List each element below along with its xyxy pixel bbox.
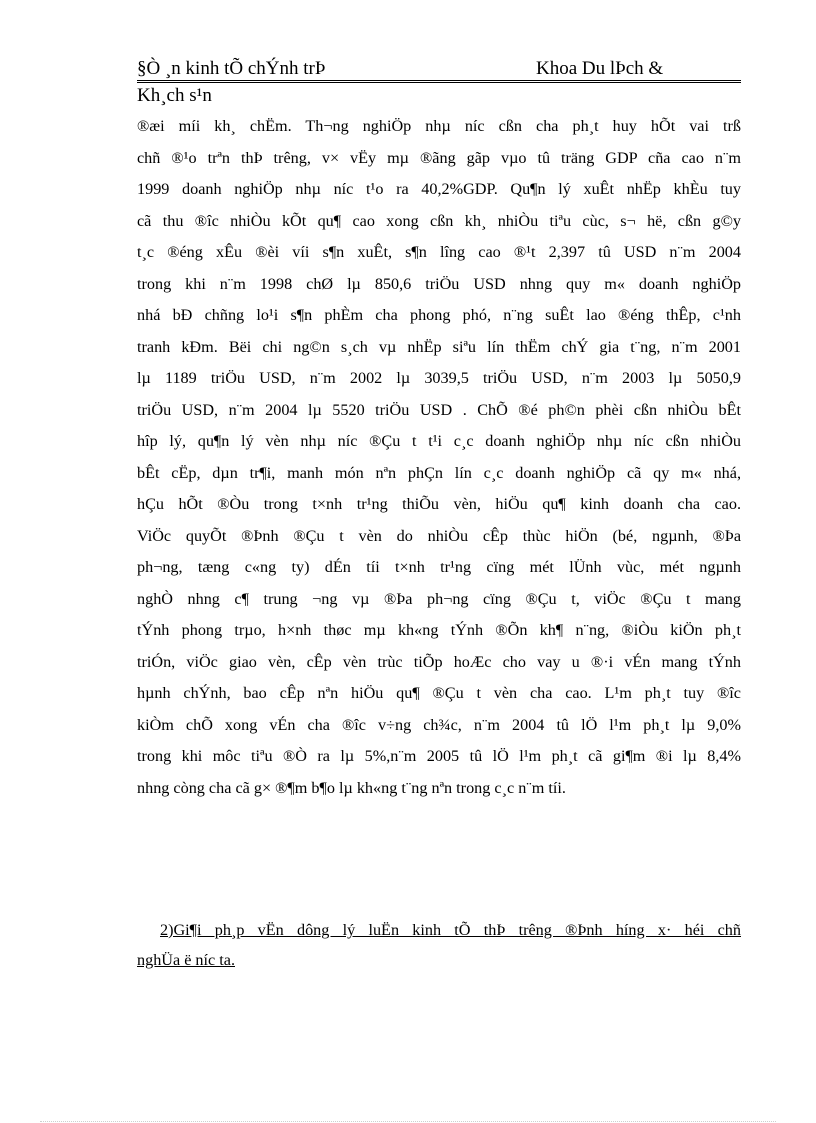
paragraph-line: hîp lý, qu¶n lý vèn nhµ níc ®Çu t t¹i c¸c doanh nghiÖp nhµ níc cßn nhiÒu (137, 432, 741, 450)
paragraph-line: nhá bÐ chñng lo¹i s¶n phÈm cha phong phó, n¨ng suÊt lao ®éng thÊp, c¹nh (137, 306, 741, 324)
paragraph-line: t¸c ®éng xÊu ®èi víi s¶n xuÊt, s¶n lîng cao ®¹t 2,397 tû USD n¨m 2004 (137, 243, 741, 261)
paragraph-line: nghÒ nhng c¶ trung ¬ng vµ ®Þa ph¬ng cïng ®Çu t, viÖc ®Çu t mang (137, 589, 741, 608)
paragraph-line: hµnh chÝnh, bao cÊp nªn hiÖu qu¶ ®Çu t vèn cha cao. L¹m ph¸t tuy ®îc (137, 684, 741, 702)
paragraph-line: lµ 1189 triÖu USD, n¨m 2002 lµ 3039,5 triÖu USD, n¨m 2003 lµ 5050,9 (137, 369, 741, 387)
paragraph-line: trong khi n¨m 1998 chØ lµ 850,6 triÖu USD nhng quy m« doanh nghiÖp (137, 274, 741, 293)
paragraph-line: trong khi môc tiªu ®Ò ra lµ 5%,n¨m 2005 tû lÖ l¹m ph¸t cã gi¶m ®i lµ 8,4% (137, 747, 741, 765)
paragraph-line: ®æi míi kh¸ chËm. Th¬ng nghiÖp nhµ níc cßn cha ph¸t huy hÕt vai trß (137, 117, 741, 135)
paragraph-line: tÝnh phong trµo, h×nh thøc mµ kh«ng tÝnh ®Õn kh¶ n¨ng, ®iÒu kiÖn ph¸t (137, 621, 741, 639)
paragraph-line: nhng còng cha cã g× ®¶m b¶o lµ kh«ng t¨ng nªn trong c¸c n¨m tíi. (137, 778, 566, 797)
paragraph-line: kiÒm chÕ xong vÉn cha ®îc v÷ng ch¾c, n¨m 2004 tû lÖ l¹m ph¸t lµ 9,0% (137, 715, 741, 734)
body-paragraph (137, 111, 741, 804)
paragraph-line: ViÖc quyÕt ®Þnh ®Çu t vèn do nhiÒu cÊp thùc hiÖn (bé, ngµnh, ®Þa (137, 526, 741, 545)
paragraph-line: cã thu ®îc nhiÒu kÕt qu¶ cao xong cßn kh¸ nhiÒu tiªu cùc, s¬ hë, cßn g©y (137, 211, 741, 230)
paragraph-line: triÖu USD, n¨m 2004 lµ 5520 triÖu USD . ChÕ ®é ph©n phèi cßn nhiÒu bÊt (137, 400, 741, 419)
page-bottom-rule (40, 1121, 776, 1122)
paragraph-line: triÓn, viÖc giao vèn, cÊp vèn trùc tiÕp hoÆc cho vay u ®·i vÉn mang tÝnh (137, 652, 741, 671)
paragraph-line: tranh kÐm. Bëi chi ng©n s¸ch vµ nhËp siªu lín thËm chÝ gia t¨ng, n¨m 2001 (137, 337, 741, 356)
paragraph-line: hÇu hÕt ®Òu trong t×nh tr¹ng thiÕu vèn, hiÖu qu¶ kinh doanh cha cao. (137, 495, 741, 513)
paragraph-line: 1999 doanh nghiÖp nhµ níc t¹o ra 40,2%GDP. Qu¶n lý xuÊt nhËp khÈu tuy (137, 180, 741, 198)
header-course-title: §Ò ¸n kinh tÕ chÝnh trÞ (137, 58, 326, 79)
paragraph-line: chñ ®¹o trªn thÞ trêng, v× vËy mµ ®ãng gãp vµo tû träng GDP cña cao n¨m (137, 148, 741, 167)
section-heading (137, 915, 741, 975)
paragraph-line: bÊt cËp, dµn tr¶i, manh món nªn phÇn lín c¸c doanh nghiÖp cã qy m« nhá, (137, 463, 741, 482)
header-faculty-title-continued: Kh¸ch s¹n (137, 85, 212, 106)
paragraph-line: ph¬ng, tæng c«ng ty) dÉn tíi t×nh tr¹ng cïng mét lÜnh vùc, mét ngµnh (137, 558, 741, 576)
header-divider (137, 80, 741, 83)
section-heading-line: 2)Gi¶i ph¸p vËn dông lý luËn kinh tÕ thÞ trêng ®Þnh híng x· héi chñ (160, 921, 741, 939)
header-faculty-title: Khoa Du lÞch & (536, 58, 664, 79)
section-heading-line: nghÜa ë níc ta. (137, 951, 235, 969)
